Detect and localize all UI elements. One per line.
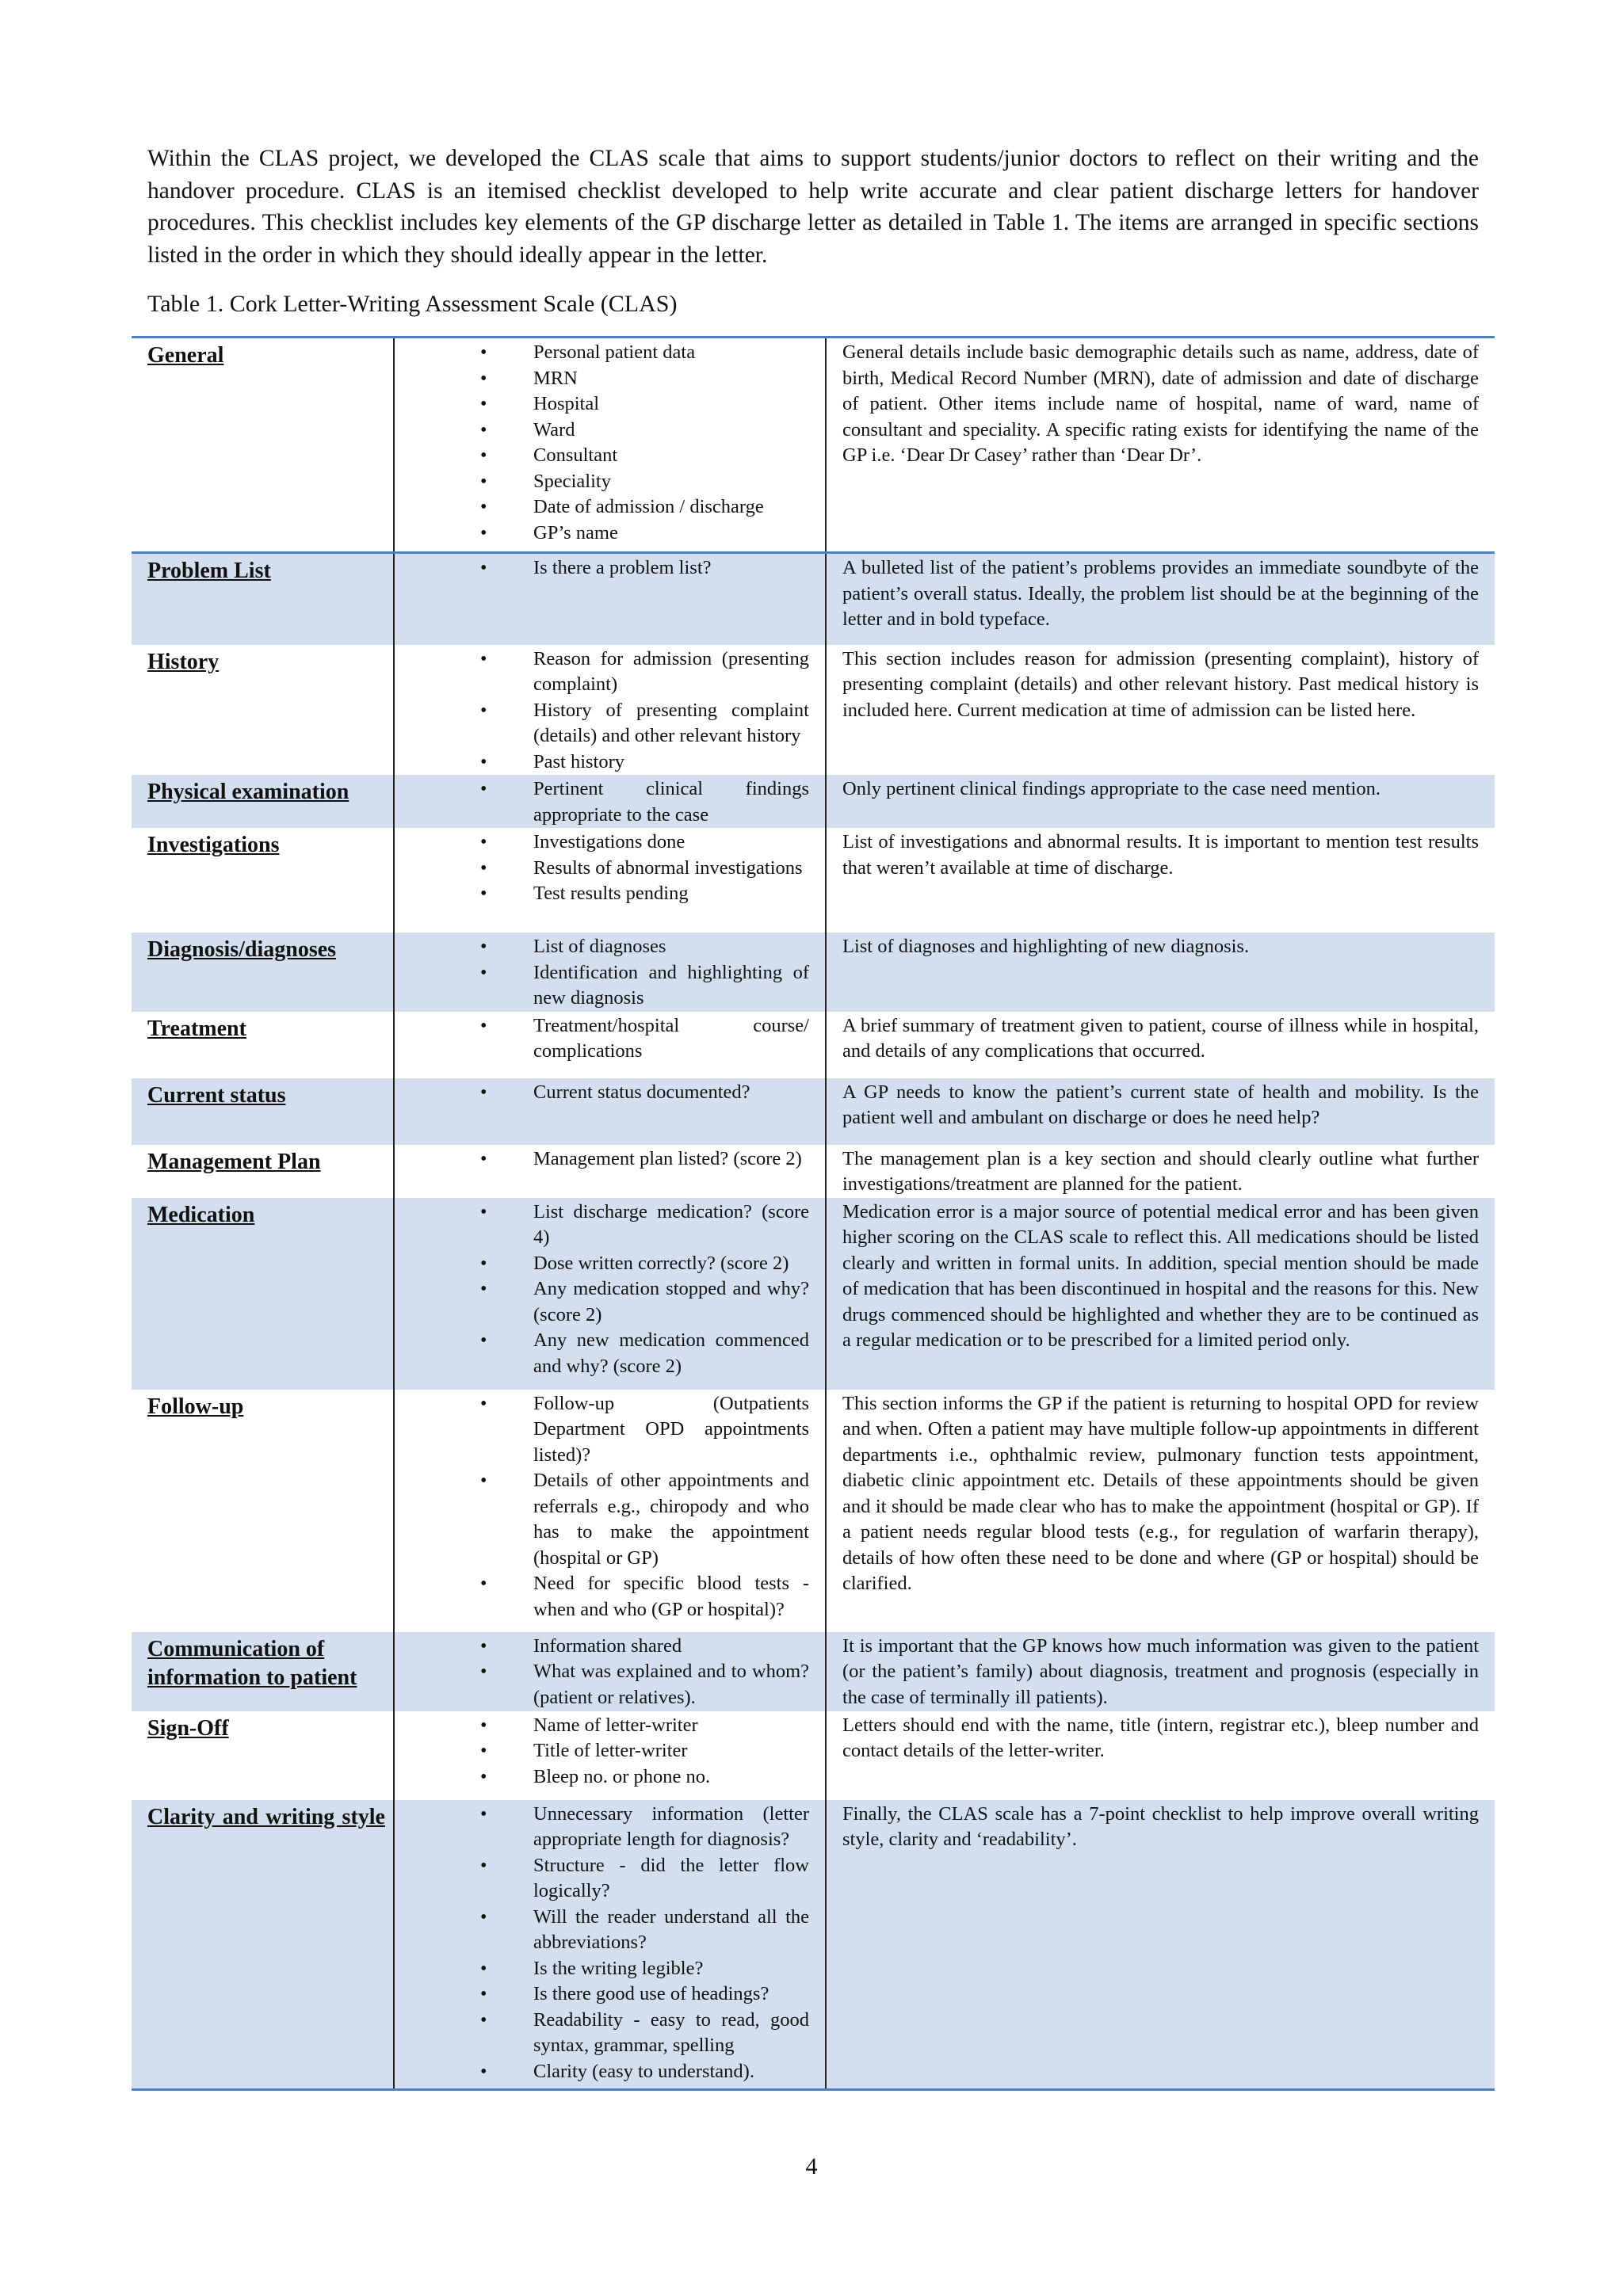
intro-paragraph: Within the CLAS project, we developed the CLAS scale that aims to support students/junior doctors to reflect on their writing and the handover procedure. CLAS is an itemised checklist developed to help write accurate and clear patient discharge letters for handover procedures. This checklist includes key elements of the GP discharge letter as detailed in Table 1. The items are arranged in specific sections listed in the order in which they should ideally appear in the letter. bbox=[147, 146, 1479, 268]
list-item: • List of diagnoses bbox=[395, 934, 809, 960]
items-cell bbox=[394, 1711, 826, 1800]
list-item: • History of presenting complaint (details) and other relevant history bbox=[395, 698, 809, 749]
list-item: • Treatment/hospital course/ complications bbox=[395, 1013, 809, 1065]
list-item: • List discharge medication? (score 4) bbox=[395, 1199, 809, 1251]
list-item: • Information shared bbox=[395, 1634, 809, 1660]
section-title: General bbox=[147, 343, 224, 368]
list-item: • Past history bbox=[395, 749, 809, 776]
page-number: 4 bbox=[805, 2153, 818, 2180]
items-cell bbox=[394, 1632, 826, 1711]
list-item: • What was explained and to whom? (patient or relatives). bbox=[395, 1659, 809, 1711]
section-cell bbox=[132, 1390, 394, 1632]
description-cell: Finally, the CLAS scale has a 7-point checklist to help improve overall writing style, clarity and ‘readability’. bbox=[826, 1800, 1495, 2090]
section-cell bbox=[132, 1800, 394, 2090]
list-item: • Identification and highlighting of new diagnosis bbox=[395, 960, 809, 1012]
list-item: • Any new medication commenced and why? (score 2) bbox=[395, 1328, 809, 1379]
section-cell bbox=[132, 775, 394, 828]
section-title: History bbox=[147, 649, 220, 674]
list-item: • Readability - easy to read, good syntax, grammar, spelling bbox=[395, 2008, 809, 2059]
section-title: Diagnosis/diagnoses bbox=[147, 937, 337, 962]
list-item: • Reason for admission (presenting complaint) bbox=[395, 646, 809, 698]
list-item: • Bleep no. or phone no. bbox=[395, 1764, 809, 1791]
list-item: • Is there a problem list? bbox=[395, 555, 809, 582]
description-cell: It is important that the GP knows how much information was given to the patient (or the patient’s family) about diagnosis, treatment and prognosis (especially in the case of terminally ill patients). bbox=[826, 1632, 1495, 1711]
list-item: • MRN bbox=[395, 366, 809, 392]
table-row bbox=[132, 1145, 1495, 1198]
list-item: • Investigations done bbox=[395, 830, 809, 856]
section-title: Problem List bbox=[147, 559, 271, 583]
items-cell bbox=[394, 1078, 826, 1145]
description-cell: General details include basic demographic details such as name, address, date of birth, Medical Record Number (MRN), date of admission and date of discharge of patient. Other items include name of hospital, name of ward, name of consultant and speciality. A specific rating exists for identifying the name of the GP i.e. ‘Dear Dr Casey’ rather than ‘Dear Dr’. bbox=[826, 338, 1495, 553]
list-item: • Management plan listed? (score 2) bbox=[395, 1146, 809, 1173]
list-item: • Details of other appointments and referrals e.g., chiropody and who has to make the appointment (hospital or GP) bbox=[395, 1468, 809, 1571]
table-row bbox=[132, 1800, 1495, 2090]
section-cell bbox=[132, 1711, 394, 1800]
items-cell bbox=[394, 1800, 826, 2090]
section-title: Follow-up bbox=[147, 1394, 244, 1419]
table-row bbox=[132, 553, 1495, 645]
table-row bbox=[132, 828, 1495, 933]
list-item: • Ward bbox=[395, 418, 809, 444]
table-row bbox=[132, 1198, 1495, 1390]
table-row bbox=[132, 1078, 1495, 1145]
list-item: • Test results pending bbox=[395, 881, 809, 907]
description-cell: This section informs the GP if the patient is returning to hospital OPD for review and when. Often a patient may have multiple follow-up appointments in different departments i.e., ophthalmic review, pulmonary function tests appointment, diabetic clinic appointment etc. Details of these appointments should be given and it should be made clear who has to make the appointment (hospital or GP). If a patient needs regular blood tests (e.g., for regulation of warfarin therapy), details of how often these need to be done and where (GP or hospital) should be clarified. bbox=[842, 1392, 1479, 1594]
section-cell bbox=[132, 1632, 394, 1711]
list-item: • Will the reader understand all the abbreviations? bbox=[395, 1905, 809, 1956]
table-caption: Table 1. Cork Letter-Writing Assessment Scale (CLAS) bbox=[147, 291, 678, 317]
table-row bbox=[132, 1012, 1495, 1078]
items-cell bbox=[394, 828, 826, 933]
section-cell bbox=[132, 1012, 394, 1078]
items-cell bbox=[394, 553, 826, 645]
list-item: • Follow-up (Outpatients Department OPD appointments listed)? bbox=[395, 1391, 809, 1469]
section-title: Current status bbox=[147, 1082, 286, 1108]
list-item: • Name of letter-writer bbox=[395, 1713, 809, 1739]
list-item: • Structure - did the letter flow logically? bbox=[395, 1853, 809, 1905]
list-item: • Dose written correctly? (score 2) bbox=[395, 1251, 809, 1277]
items-cell bbox=[394, 338, 826, 553]
section-title: Investigations bbox=[147, 833, 280, 857]
items-cell bbox=[394, 1390, 826, 1632]
list-item: • Need for specific blood tests - when and who (GP or hospital)? bbox=[395, 1571, 809, 1623]
table-row bbox=[132, 338, 1495, 553]
description-cell: List of diagnoses and highlighting of new diagnosis. bbox=[826, 933, 1495, 1012]
list-item: • Personal patient data bbox=[395, 340, 809, 366]
section-cell bbox=[132, 1145, 394, 1198]
section-cell bbox=[132, 1078, 394, 1145]
table-row bbox=[132, 1711, 1495, 1800]
description-cell: List of investigations and abnormal results. It is important to mention test results that weren’t available at time of discharge. bbox=[842, 831, 1479, 879]
items-cell bbox=[394, 1198, 826, 1390]
list-item: • Title of letter-writer bbox=[395, 1738, 809, 1764]
section-title: Sign-Off bbox=[147, 1715, 229, 1741]
list-item: • Any medication stopped and why? (score 2) bbox=[395, 1276, 809, 1328]
list-item: • GP’s name bbox=[395, 521, 809, 547]
section-cell bbox=[132, 645, 394, 776]
table-row bbox=[132, 645, 1495, 776]
list-item: • Speciality bbox=[395, 469, 809, 495]
section-title: Clarity and writing style bbox=[147, 1804, 385, 1829]
description-cell: Medication error is a major source of potential medical error and has been given higher scoring on the CLAS scale to reflect this. All medications should be listed clearly and written in formal units. In addition, special mention should be made of medication that has been discontinued in hospital and the reasons for this. New drugs commenced should be highlighted and whether they are to be continued as a regular medication or to be prescribed for a limited period only. bbox=[826, 1198, 1495, 1390]
section-title: Medication bbox=[147, 1202, 255, 1227]
section-title: Communication of information to patient bbox=[147, 1636, 357, 1690]
section-cell bbox=[132, 1198, 394, 1390]
description-cell: A brief summary of treatment given to patient, course of illness while in hospital, and details of any complications that occurred. bbox=[842, 1014, 1479, 1062]
list-item: • Clarity (easy to understand). bbox=[395, 2059, 809, 2085]
section-title: Treatment bbox=[147, 1016, 246, 1041]
items-cell bbox=[394, 775, 826, 828]
table-row bbox=[132, 1390, 1495, 1632]
items-cell bbox=[394, 933, 826, 1012]
items-cell bbox=[394, 1012, 826, 1078]
list-item: • Unnecessary information (letter appropriate length for diagnosis? bbox=[395, 1802, 809, 1853]
section-title: Physical examination bbox=[147, 780, 349, 804]
description-cell: A bulleted list of the patient’s problems provides an immediate soundbyte of the patient’s overall status. Ideally, the problem list should be at the beginning of the letter and in bold typeface. bbox=[826, 553, 1495, 645]
table-row bbox=[132, 775, 1495, 828]
list-item: • Is the writing legible? bbox=[395, 1956, 809, 1982]
description-cell: The management plan is a key section and should clearly outline what further investigations/treatment are planned for the patient. bbox=[842, 1147, 1479, 1195]
table-row bbox=[132, 933, 1495, 1012]
list-item: • Results of abnormal investigations bbox=[395, 856, 809, 882]
table-row bbox=[132, 1632, 1495, 1711]
list-item: • Consultant bbox=[395, 443, 809, 469]
section-cell bbox=[132, 828, 394, 933]
list-item: • Hospital bbox=[395, 391, 809, 418]
clas-table bbox=[132, 336, 1495, 2091]
section-cell bbox=[132, 338, 394, 553]
items-cell bbox=[394, 645, 826, 776]
list-item: • Current status documented? bbox=[395, 1080, 809, 1106]
list-item: • Date of admission / discharge bbox=[395, 494, 809, 521]
section-cell bbox=[132, 933, 394, 1012]
list-item: • Pertinent clinical findings appropriate to the case bbox=[395, 776, 809, 828]
items-cell bbox=[394, 1145, 826, 1198]
section-title: Management Plan bbox=[147, 1149, 321, 1174]
section-cell bbox=[132, 553, 394, 645]
list-item: • Is there good use of headings? bbox=[395, 1981, 809, 2008]
description-cell: Only pertinent clinical findings appropriate to the case need mention. bbox=[826, 775, 1495, 828]
description-cell: Letters should end with the name, title (intern, registrar etc.), bleep number and contact details of the letter-writer. bbox=[842, 1714, 1479, 1761]
description-cell: A GP needs to know the patient’s current state of health and mobility. Is the patient well and ambulant on discharge or does he need help? bbox=[826, 1078, 1495, 1145]
description-cell: This section includes reason for admission (presenting complaint), history of presenting complaint (details) and other relevant history. Past medical history is included here. Current medication at time of admission can be listed here. bbox=[842, 647, 1479, 721]
